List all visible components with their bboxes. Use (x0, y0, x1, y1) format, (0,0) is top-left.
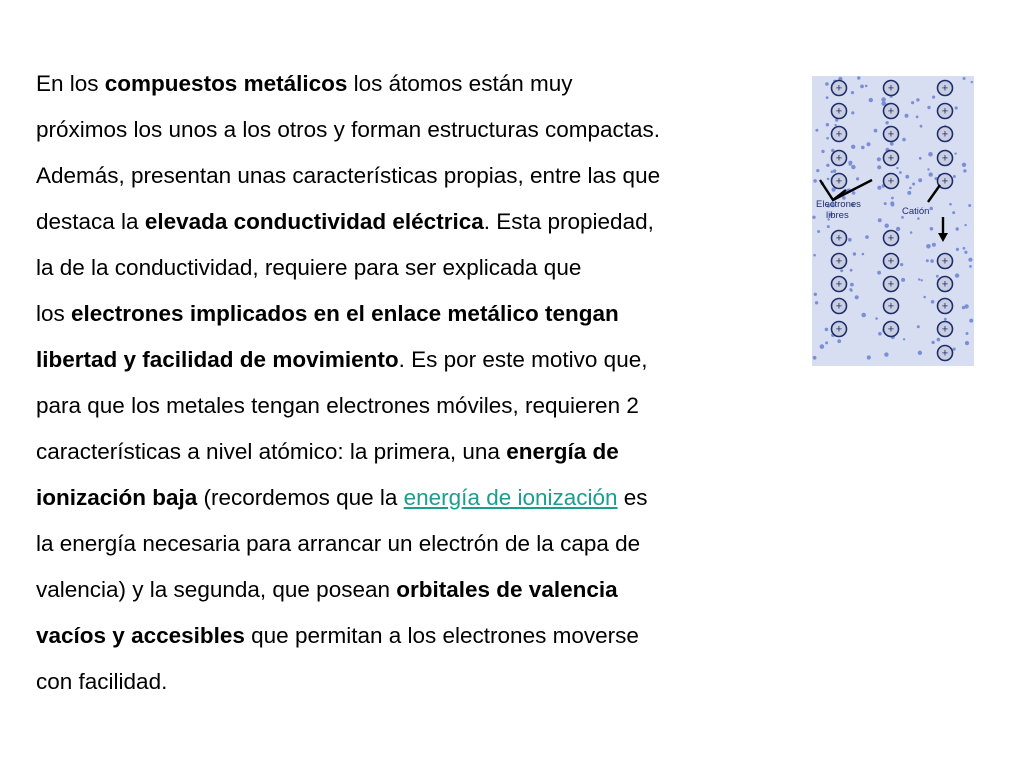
free-electron (964, 304, 968, 308)
cation (832, 104, 847, 119)
paragraph-line-6: los electrones implicados en el enlace metálico tengan (36, 301, 619, 326)
free-electron (916, 98, 919, 101)
cation (938, 104, 953, 119)
free-electron (851, 91, 854, 94)
free-electron (901, 278, 905, 282)
cation (884, 127, 899, 142)
free-electron (918, 278, 920, 280)
free-electron (877, 186, 881, 190)
cation-symbol: + (887, 300, 895, 313)
cation-symbol: + (887, 175, 895, 188)
free-electron (953, 348, 956, 351)
free-electron (884, 352, 888, 356)
bold-term: compuestos metálicos (104, 71, 348, 96)
free-electron (815, 301, 818, 304)
cation (832, 174, 847, 189)
free-electron (949, 203, 952, 206)
cation-symbol: + (887, 82, 895, 95)
free-electron (890, 142, 894, 146)
paragraph-line-2: próximos los unos a los otros y forman estructuras compactas. (36, 117, 661, 142)
free-electron (918, 178, 922, 182)
free-electron (853, 252, 856, 255)
free-electron (813, 179, 817, 183)
cation (832, 254, 847, 269)
free-electron (867, 142, 871, 146)
cation-symbol: + (941, 105, 949, 118)
free-electron (928, 152, 933, 157)
free-electron (927, 106, 930, 109)
free-electron (891, 197, 894, 200)
bold-term: electrones implicados en el enlace metálico tengan (71, 301, 619, 326)
cation-symbol: + (887, 278, 895, 291)
label-free-electrons-1: Electrones (816, 199, 861, 210)
cation-symbol: + (835, 152, 843, 165)
cation-symbol: + (835, 323, 843, 336)
free-electron (878, 332, 882, 336)
free-electron (850, 269, 853, 272)
metallic-bond-figure (812, 76, 974, 366)
free-electron (964, 251, 967, 254)
cation-symbol: + (835, 255, 843, 268)
cation (832, 277, 847, 292)
free-electron (855, 295, 859, 299)
cation (832, 231, 847, 246)
cation (938, 322, 953, 337)
free-electron (813, 254, 816, 257)
free-electron (963, 77, 966, 80)
cation-symbol: + (887, 232, 895, 245)
cation-symbol: + (941, 128, 949, 141)
free-electron (931, 341, 934, 344)
free-electron (916, 116, 919, 119)
free-electron (812, 216, 815, 219)
free-electron (840, 269, 843, 272)
free-electron (861, 146, 865, 150)
free-electron (966, 332, 969, 335)
free-electron (930, 259, 934, 263)
free-electron (875, 317, 878, 320)
free-electron (833, 169, 837, 173)
free-electron (953, 175, 956, 178)
label-free-electrons-2: libres (826, 210, 849, 221)
bold-term: orbitales de valencia (396, 577, 618, 602)
cation (938, 254, 953, 269)
free-electron (907, 191, 911, 195)
bold-term: libertad y facilidad de movimiento (36, 347, 399, 372)
free-electron (896, 227, 900, 231)
cation-symbol: + (835, 105, 843, 118)
paragraph-line-14: con facilidad. (36, 669, 168, 694)
bold-term: vacíos y accesibles (36, 623, 245, 648)
free-electron (926, 259, 929, 262)
free-electron (837, 339, 841, 343)
paragraph-line-13: vacíos y accesibles que permitan a los electrones moverse (36, 623, 639, 648)
paragraph-line-10: ionización baja (recordemos que la energía de ionización es (36, 485, 648, 510)
free-electron (965, 341, 969, 345)
free-electron (851, 145, 855, 149)
free-electron (918, 351, 922, 355)
cation (884, 277, 899, 292)
free-electron (865, 235, 869, 239)
free-electron (932, 243, 936, 247)
free-electron (874, 129, 878, 133)
free-electron (825, 341, 828, 344)
free-electron (944, 318, 947, 321)
free-electron (826, 164, 829, 167)
free-electron (850, 283, 854, 287)
cation (938, 81, 953, 96)
free-electron (931, 300, 935, 304)
free-electron (899, 171, 902, 174)
bold-term: energía de (506, 439, 619, 464)
free-electron (937, 338, 941, 342)
free-electron (881, 97, 886, 102)
free-electron (885, 121, 888, 124)
cation-symbol: + (887, 105, 895, 118)
free-electron (826, 137, 829, 140)
free-electron (857, 76, 860, 79)
free-electron (877, 271, 881, 275)
paragraph-line-7: libertad y facilidad de movimiento. Es por este motivo que, (36, 347, 648, 372)
cation-symbol: + (835, 232, 843, 245)
cation-symbol: + (941, 175, 949, 188)
free-electron (885, 224, 889, 228)
cation (832, 151, 847, 166)
free-electron (903, 338, 905, 340)
free-electron (813, 356, 817, 360)
free-electron (963, 169, 966, 172)
free-electron (851, 111, 854, 114)
free-electron (825, 82, 829, 86)
cation (938, 151, 953, 166)
free-electron (917, 217, 920, 220)
free-electron (826, 96, 829, 99)
cation-symbol: + (941, 278, 949, 291)
free-electron (932, 96, 935, 99)
free-electron (929, 172, 933, 176)
free-electron (816, 169, 819, 172)
bold-term: ionización baja (36, 485, 198, 510)
cation-symbol: + (941, 323, 949, 336)
cation-symbol: + (887, 152, 895, 165)
cation (884, 151, 899, 166)
cation-symbol: + (941, 82, 949, 95)
free-electron (927, 168, 929, 170)
metallic-bond-diagram (812, 76, 974, 366)
cation-symbol: + (941, 300, 949, 313)
free-electron (956, 248, 959, 251)
free-electron (936, 275, 939, 278)
free-electron (825, 328, 829, 332)
cation-symbol: + (835, 300, 843, 313)
free-electron (917, 325, 920, 328)
free-electron (865, 85, 868, 88)
cation (832, 322, 847, 337)
free-electron (869, 98, 873, 102)
cation (832, 81, 847, 96)
free-electron (930, 227, 934, 231)
cation (938, 346, 953, 361)
cation-symbol: + (835, 82, 843, 95)
free-electron (971, 81, 973, 83)
paragraph-line-3: Además, presentan unas características propias, entre las que (36, 163, 661, 188)
free-electron (910, 231, 913, 234)
paragraph-line-4: destaca la elevada conductividad eléctrica. Esta propiedad, (36, 209, 654, 234)
free-electron (969, 319, 973, 323)
free-electron (878, 218, 882, 222)
cation-symbol: + (887, 255, 895, 268)
free-electron (827, 178, 830, 181)
free-electron (856, 177, 859, 180)
free-electron (814, 293, 817, 296)
free-electron (962, 163, 966, 167)
cation (884, 81, 899, 96)
cation-symbol: + (887, 128, 895, 141)
cation (884, 104, 899, 119)
free-electron (896, 167, 898, 169)
cation (884, 254, 899, 269)
free-electron (826, 123, 829, 126)
paragraph-line-9: características a nivel atómico: la primera, una energía de (36, 439, 619, 464)
free-electron (877, 157, 881, 161)
free-electron (929, 207, 933, 211)
cation (938, 277, 953, 292)
cation (884, 299, 899, 314)
free-electron (964, 224, 966, 226)
free-electron (821, 150, 824, 153)
free-electron (891, 203, 895, 207)
free-electron (909, 187, 912, 190)
free-electron (921, 279, 923, 281)
free-electron (862, 253, 865, 256)
free-electron (815, 129, 818, 132)
cation (938, 299, 953, 314)
paragraph-line-1: En los compuestos metálicos los átomos están muy (36, 71, 573, 96)
paragraph-line-12: valencia) y la segunda, que posean orbitales de valencia (36, 577, 618, 602)
free-electron (954, 152, 956, 154)
free-electron (968, 258, 972, 262)
free-electron (905, 175, 909, 179)
free-electron (860, 85, 864, 89)
paragraph-line-8: para que los metales tengan electrones móviles, requieren 2 (36, 393, 639, 418)
free-electron (817, 230, 820, 233)
cation-symbol: + (835, 278, 843, 291)
free-electron (955, 273, 959, 277)
free-electron (834, 124, 836, 126)
free-electron (952, 211, 955, 214)
label-cation: Catión (902, 206, 930, 217)
free-electron (861, 313, 866, 318)
cation-symbol: + (941, 152, 949, 165)
cation (884, 322, 899, 337)
free-electron (831, 171, 834, 174)
free-electron (867, 355, 871, 359)
free-electron (849, 288, 852, 291)
ionization-energy-link[interactable]: energía de ionización (403, 485, 618, 510)
cation-symbol: + (887, 323, 895, 336)
free-electron (827, 225, 830, 228)
free-electron (920, 125, 923, 128)
cation (832, 127, 847, 142)
cation-symbol: + (835, 175, 843, 188)
free-electron (905, 114, 909, 118)
free-electron (849, 163, 852, 166)
free-electron (851, 165, 855, 169)
free-electron (820, 344, 825, 349)
free-electron (919, 157, 922, 160)
free-electron (877, 165, 881, 169)
free-electron (852, 191, 856, 195)
paragraph-line-5: la de la conductividad, requiere para ser explicada que (36, 255, 582, 280)
free-electron (955, 106, 958, 109)
free-electron (884, 202, 887, 205)
free-electron (900, 263, 903, 266)
free-electron (923, 296, 926, 299)
free-electron (969, 265, 972, 268)
cation-symbol: + (941, 255, 949, 268)
free-electron (963, 247, 966, 250)
free-electron (848, 238, 852, 242)
free-electron (926, 244, 931, 249)
free-electron (911, 101, 914, 104)
bold-term: elevada conductividad eléctrica (144, 209, 484, 234)
cation (938, 127, 953, 142)
cation (884, 174, 899, 189)
cation-symbol: + (941, 347, 949, 360)
free-electron (968, 204, 971, 207)
free-electron (912, 183, 915, 186)
free-electron (956, 227, 959, 230)
cation (884, 231, 899, 246)
cation (832, 299, 847, 314)
cation-symbol: + (835, 128, 843, 141)
free-electron (902, 138, 906, 142)
paragraph-line-11: la energía necesaria para arrancar un electrón de la capa de (36, 531, 641, 556)
